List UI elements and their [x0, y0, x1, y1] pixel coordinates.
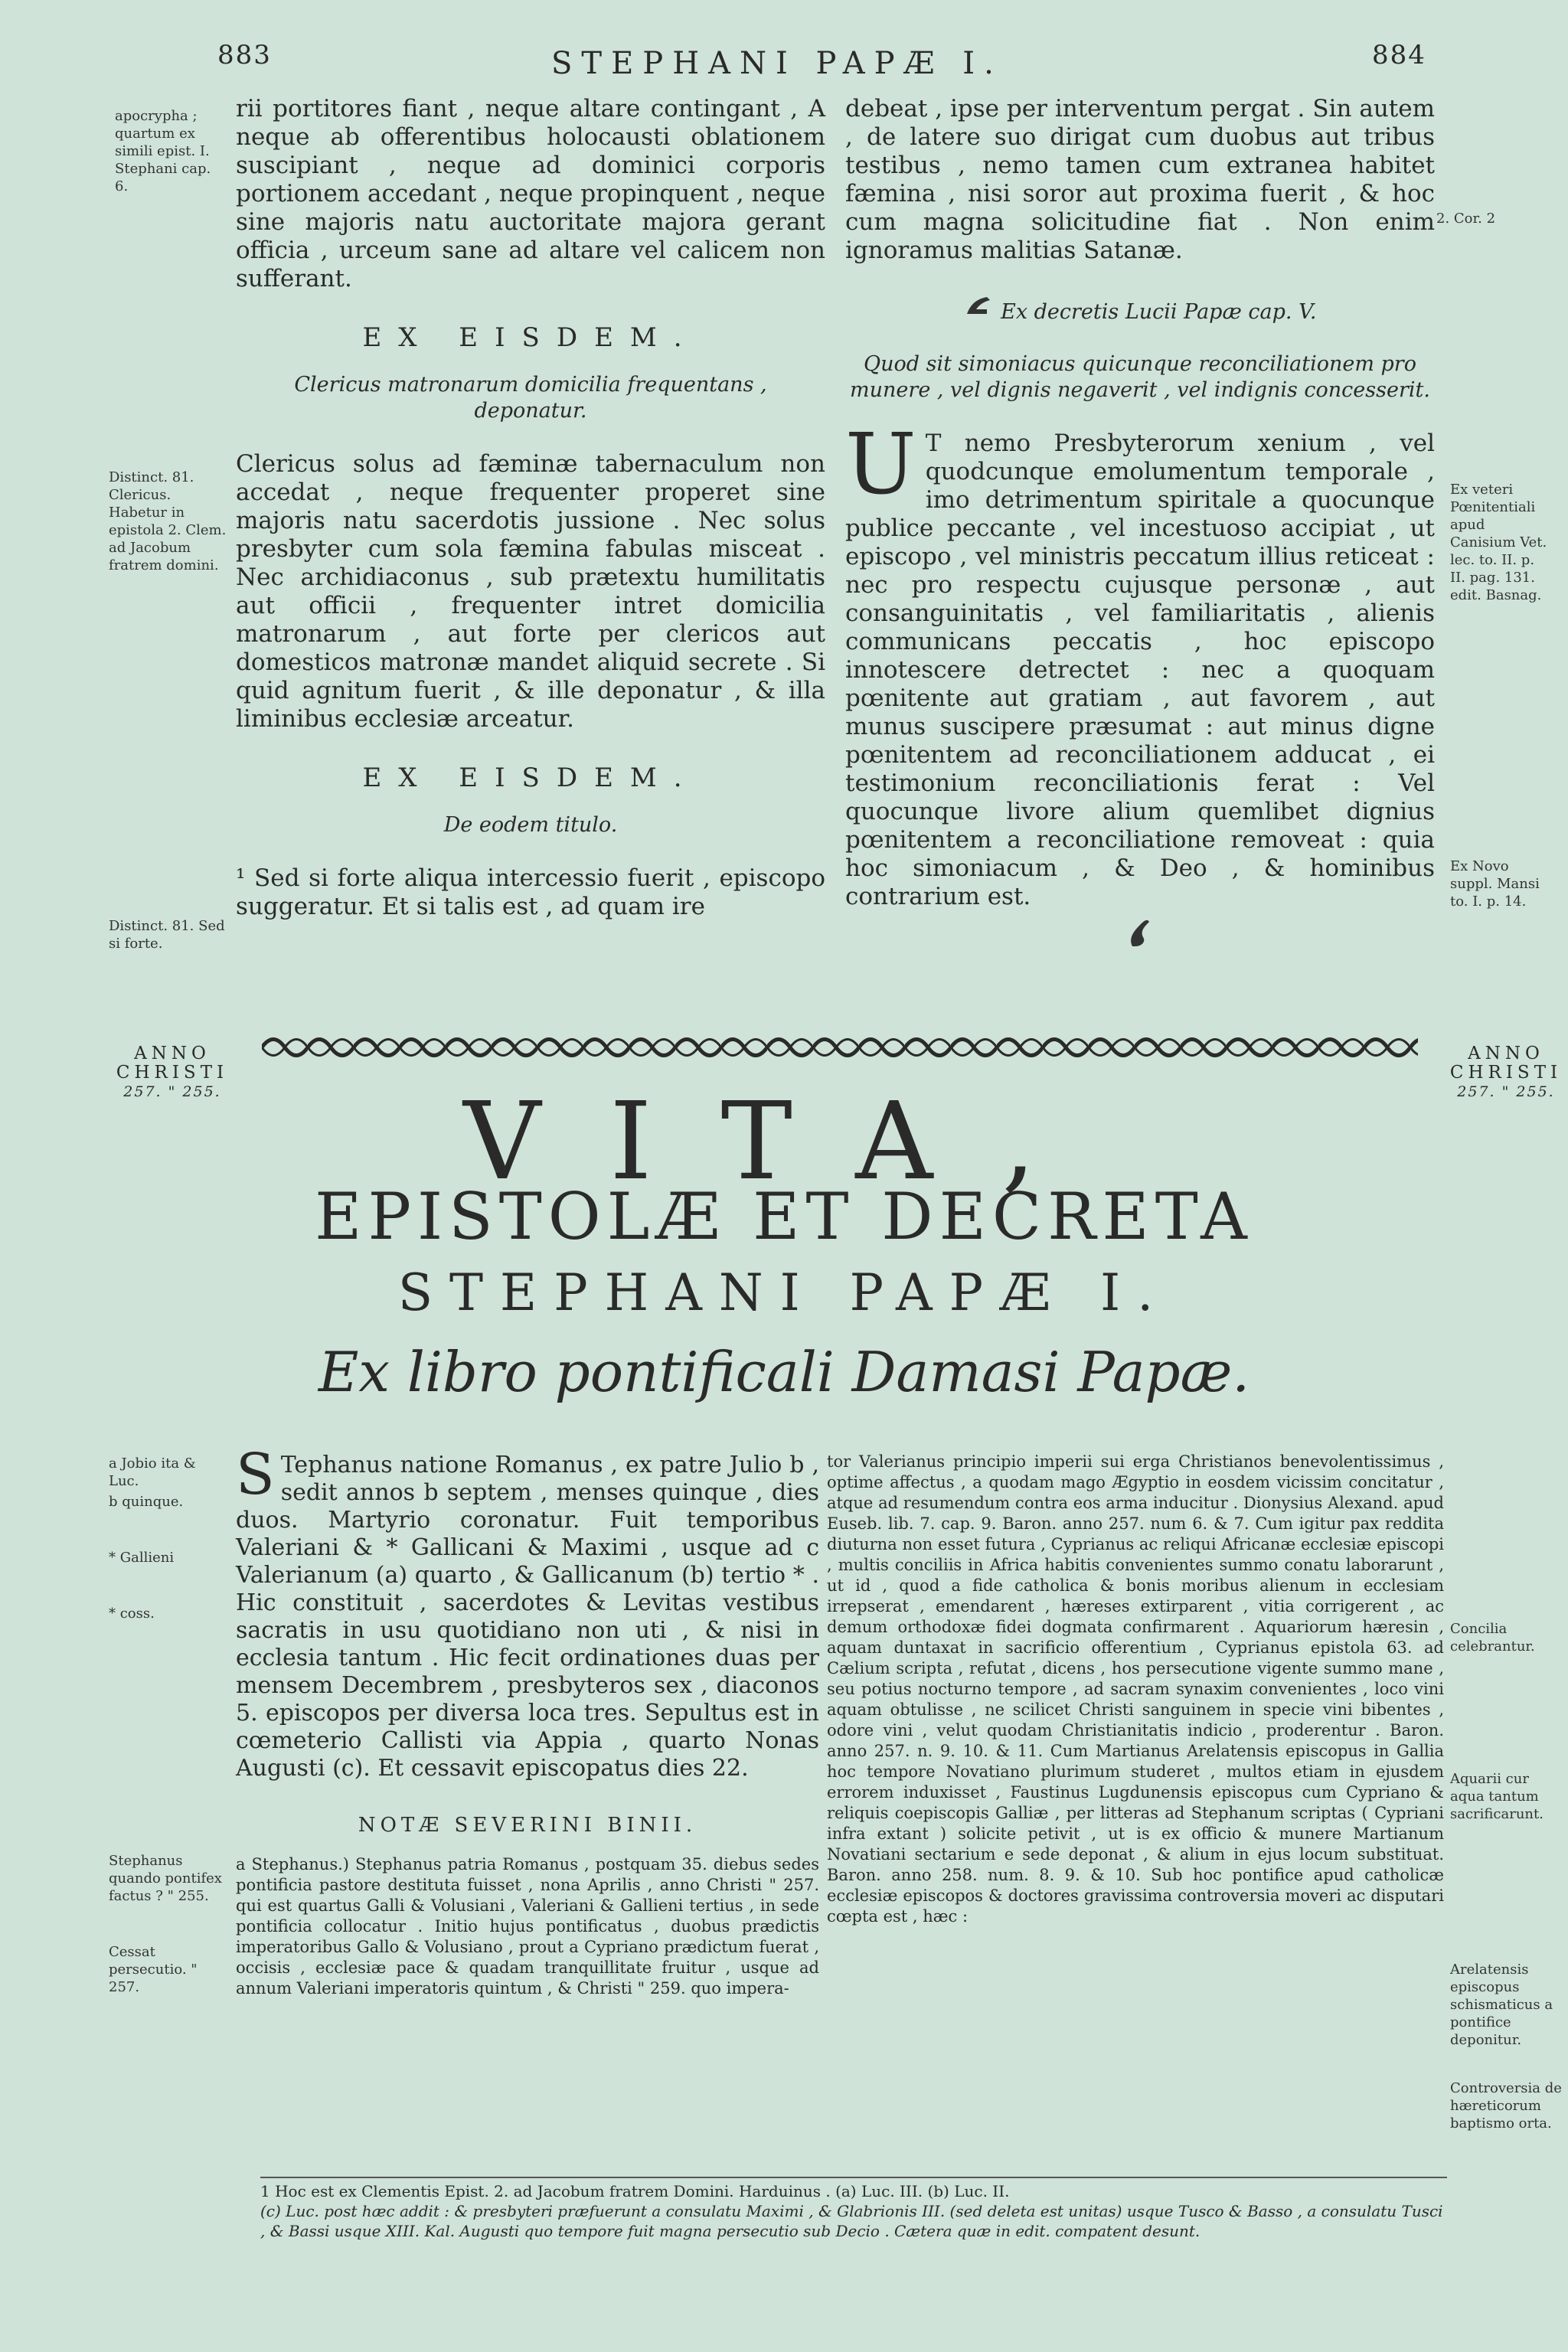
margin-note-lower-right-1: Concilia celebrantur. — [1450, 1621, 1535, 1655]
margin-note-top-left-1: apocrypha ; quartum ex simili epist. I. Stephani cap. 6. — [115, 108, 211, 194]
paragraph-top-left-1: rii portitores fiant , neque altare contingant , A neque ab offerentibus holocausti oblationem suscipiant , neque ad dominici corporis portionem accedant , neque propinquent , neque sine majoris natu auctoritate majora gerant officia , urceum sane ad altare vel calicem non sufferant. — [236, 95, 825, 292]
anno-christi-left-years: 257. " 255. — [123, 1083, 221, 1100]
notes-heading: NOTÆ SEVERINI BINII. — [358, 1814, 697, 1837]
subheading-de-eodem: De eodem titulo. — [443, 813, 618, 837]
paragraph-top-right-2-text: T nemo Presbyterorum xenium , vel quodcunque emolumentum temporale , imo detrimentum spiritale a quocunque publice peccante , vel incestuoso accipiat , ut episcopo , vel ministris peccatum illius reticeat : nec pro respectu cujusque personæ , aut consanguinitatis , vel familiaritatis , alienis communicans peccatis , hoc episcopo innotescere detrectet : nec a quoquam pœnitente aut gratiam , aut favorem , aut munus suscipere præsumat : aut minus digne pœnitentem ad reconciliationem adducat , ei testimonium reconciliationis ferat : Vel quocunque livore alium quemlibet dignius pœnitentem a reconciliatione removeat : quia hoc simoniacum , & Deo , & hominibus contrarium est. — [845, 430, 1435, 910]
title-stephani: STEPHANI PAPÆ I. — [397, 1263, 1171, 1322]
paragraph-lower-right-1: tor Valerianus principio imperii sui erga Christianos benevolentissimus , optime affectus , a quodam mago Ægyptio in eosdem vicissim concitatur , atque ad resumendum contra eos arma inducitur . Dionysius Alexand. apud Euseb. lib. 7. cap. 9. Baron. anno 257. num 6. & 7. Cum igitur pax reddita diuturna non esset futura , Cyprianus ac reliqui Africanæ ecclesiæ episcopi , multis conciliis in Africa habitis convenientes summo conatu laborarunt , ut id , quod a fide catholica & bonis moribus alienum in ecclesiam irrepserat , emendarent , hæreses extirparent , vitia corrigerent , ac demum orthodoxæ fidei dogmata confirmarent . Aquariorum hæresin , aquam duntaxat in sacrificio offerentium , Cyprianus epistola 63. ad Cælium scripta , refutat , dicens , hos persecutione vigente summo mane , seu potius nocturno tempore , ad sacram synaxim convenientes , loco vini aquam obtulisse , ne scilicet Christi sanguinem in specie vini bibentes , odore vini , velut quodam Christianitatis indicio , proderentur . Baron. anno 257. n. 9. 10. & 11. Cum Martianus Arelatensis episcopus in Gallia hoc tempore Novatiano plurimum studeret , multos etiam in ejusdem errorem induxisset , Faustinus Lugdunensis episcopus cum Cypriano & reliquis coepiscopis Galliæ , per litteras ad Stephanum scriptas ( Cypriani infra extant ) solicite petivit , ut is ex officio & munere Martianum Novatiani sectarium e sede deponat , & alium in ejus locum substituat. Baron. anno 258. num. 8. 9. & 10. Sub hoc pontifice apud catholicæ ecclesiæ episcopos & doctores gravissima controversia moveri ac disputari cœpta est , hæc : — [827, 1452, 1444, 1926]
subheading-ex-decretis — [845, 294, 1435, 325]
footnote-line-1: 1 Hoc est ex Clementis Epist. 2. ad Jacobum fratrem Domini. Harduinus . (a) Luc. III. (b) Luc. II. — [260, 2182, 1010, 2200]
footnote-line-2: (c) Luc. post hæc addit : & presbyteri præfuerunt a consulatu Maximi , & Glabrionis III. (sed deleta est unitas) usque Tusco & Basso , a consulatu Tusci , & Bassi usque XIII. Kal. Augusti quo tempore fuit magna persecutio sub Decio . Cætera quæ in edit. compatent desunt. — [260, 2202, 1443, 2240]
margin-note-lower-left-1: a Jobio ita & Luc. — [109, 1455, 196, 1489]
section-heading-ex-eisdem-1: EX EISDEM. — [362, 322, 699, 353]
anno-christi-right-label: ANNO CHRISTI — [1449, 1044, 1563, 1083]
paragraph-top-right-2 — [845, 415, 1435, 911]
margin-note-lower-right — [1450, 1620, 1563, 2149]
anno-christi-right-years: 257. " 255. — [1457, 1083, 1555, 1100]
dropcap-u: U — [845, 415, 916, 513]
notes-paragraph: a Stephanus.) Stephanus patria Romanus , postquam 35. diebus sedes pontificia pastore destituta fuisset , nona Aprilis , anno Christi " 257. qui est quartus Galli & Volusiani , Valeriani & Gallieni tertius , in sede pontificia collocatur . Initio hujus pontificatus , duobus prædictis imperatoribus Gallo & Volusiano , prout a Cypriano prædictum fuerat , occisis , ecclesiæ pace & quadam tranquillitate fruitur , usque ad annum Valeriani imperatoris quintum , & Christi " 259. quo impera- — [236, 1855, 819, 1998]
subheading-clericus: Clericus matronarum domicilia frequentans , deponatur. — [294, 373, 767, 423]
margin-note-lower-left-4: * coss. — [109, 1606, 155, 1622]
paragraph-top-left-3: ¹ Sed si forte aliqua intercessio fuerit , episcopo suggeratur. Et si talis est , ad quam ire — [236, 864, 825, 920]
margin-note-lower-right-4: Controversia de hæreticorum baptismo orta. — [1450, 2080, 1562, 2132]
margin-note-top-right-2: Ex veteri Pœnitentiali apud Canisium Vet. lec. to. II. p. II. pag. 131. edit. Basnag. — [1450, 482, 1547, 603]
paragraph-top-left-2: Clericus solus ad fæminæ tabernaculum non accedat , neque frequenter properet sine majoris natu sacerdotis jussione . Nec solus presbyter cum sola fæmina fabulas misceat . Nec archidiaconus , sub prætextu humilitatis aut officii , frequenter intret domicilia matronarum , aut forte per clericos aut domesticos matronæ mandet aliquid secrete . Si quid agnitum fuerit , & ille deponatur , & illa liminibus ecclesiæ arceatur. — [236, 450, 825, 733]
margin-note-lower-left-2: b quinque. — [109, 1494, 184, 1510]
paragraph-top-right-1: debeat , ipse per interventum pergat . Sin autem , de latere suo dirigat cum duobus aut tribus testibus , nemo tamen cum extranea habitet fæmina , nisi soror aut proxima fuerit , & hoc cum magna solicitudine fiat . Non enim ignoramus malitias Satanæ. — [845, 95, 1435, 264]
margin-note-top-right-3: Ex Novo suppl. Mansi to. I. p. 14. — [1450, 858, 1540, 910]
hand-flourish-icon — [845, 916, 1435, 956]
margin-note-lower-left-3: * Gallieni — [109, 1550, 175, 1566]
subheading-simoniacus: Quod sit simoniacus quicunque reconciliationem pro munere , vel dignis negaverit , vel indignis concesserit. — [850, 352, 1430, 402]
column-lower-right — [827, 1452, 1444, 1927]
footnotes — [260, 2177, 1447, 2241]
running-head: STEPHANI PAPÆ I. — [551, 46, 1003, 81]
title-epistolae: EPISTOLÆ ET DECRETA — [315, 1179, 1253, 1254]
hand-pointer-icon — [964, 294, 995, 325]
margin-note-top-left-2: Distinct. 81. Clericus. Habetur in epistola 2. Clem. ad Jacobum fratrem domini. — [109, 469, 227, 573]
margin-note-top-right-1: 2. Cor. 2 — [1436, 211, 1496, 227]
paragraph-lower-left-1 — [236, 1442, 819, 1782]
section-heading-ex-eisdem-2: EX EISDEM. — [362, 763, 699, 793]
column-top-right — [845, 95, 1435, 956]
margin-note-lower-right-3: Arelatensis episcopus schismaticus a pontifice deponitur. — [1450, 1962, 1553, 2048]
subheading-ex-decretis-text: Ex decretis Lucii Papæ cap. V. — [1001, 300, 1317, 324]
ornament-rule — [262, 1032, 1418, 1063]
title-ex-libro: Ex libro pontificali Damasi Papæ. — [318, 1340, 1250, 1404]
margin-note-top-left-3: Distinct. 81. Sed si forte. — [109, 918, 225, 952]
anno-christi-left-label: ANNO CHRISTI — [116, 1044, 229, 1083]
margin-note-lower-left-5: Stephanus quando pontifex factus ? " 255. — [109, 1853, 222, 1904]
column-top-left — [236, 95, 825, 921]
dropcap-s: S — [236, 1442, 275, 1508]
paragraph-lower-left-1-text: Tephanus natione Romanus , ex patre Julio b , sedit annos b septem , menses quinque , dies duos. Martyrio coronatur. Fuit temporibus Valeriani & * Gallicani & Maximi , usque ad c Valerianum (a) quarto , & Gallicanum (b) tertio * . Hic constituit , sacerdotes & Levitas vestibus sacratis in usu quotidiano non uti , & nisi in ecclesia tantum . Hic fecit ordinationes duas per mensem Decembrem , presbyteros sex , diaconos 5. episcopos per diversa loca tres. Sepultus est in cœmeterio Callisti via Appia , quarto Nonas Augusti (c). Et cessavit episcopatus dies 22. — [236, 1452, 819, 1782]
title-vita: VITA, — [463, 1080, 1105, 1204]
margin-note-lower-left-6: Cessat persecutio. " 257. — [109, 1944, 198, 1995]
margin-note-lower-right-2: Aquarii cur aqua tantum sacrificarunt. — [1450, 1771, 1544, 1822]
column-lower-left — [236, 1442, 819, 1999]
page-number-right: 884 — [1372, 40, 1426, 70]
page-number-left: 883 — [217, 40, 272, 70]
margin-note-lower-left — [109, 1455, 228, 2013]
